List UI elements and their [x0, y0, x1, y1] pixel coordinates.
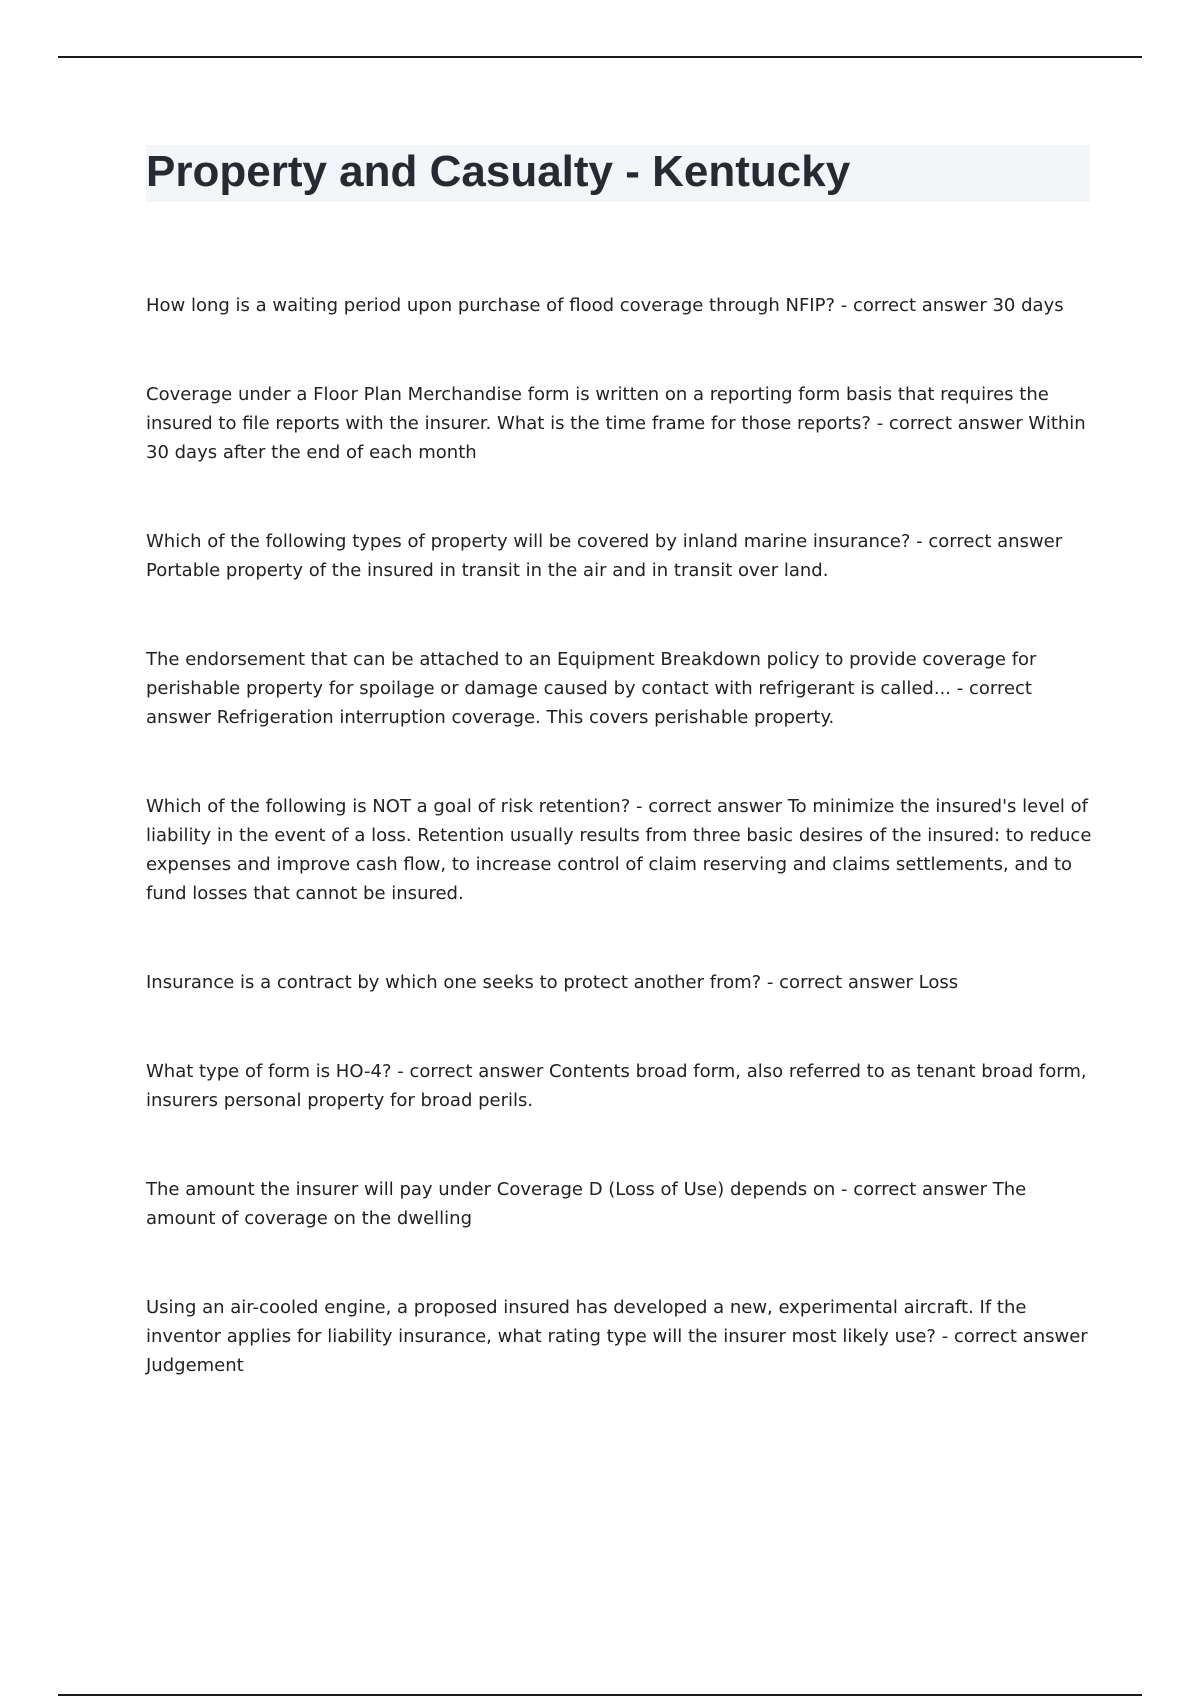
separator: -: [391, 1061, 410, 1082]
answer-text: Judgement: [146, 1355, 244, 1376]
separator: -: [835, 1179, 854, 1200]
question-text: How long is a waiting period upon purchase of flood coverage through NFIP?: [146, 295, 836, 316]
question-text: Insurance is a contract by which one seeks to protect another from?: [146, 972, 762, 993]
answer-text: Portable property of the insured in transit in the air and in transit over land.: [146, 560, 829, 581]
separator: -: [630, 796, 649, 817]
separator: -: [870, 413, 889, 434]
answer-text: To minimize the insured's level of liability in the event of a loss. Retention usually results from three basic desires of the insured: to reduce expenses and improve cash flow, to increase control of claim reserving and claims settlements, and to fund losses that cannot be insured.: [146, 796, 1092, 904]
answer-label: correct answer: [409, 1061, 544, 1082]
question-text: Using an air-cooled engine, a proposed insured has developed a new, experimental aircraft. If the inventor applies for liability insurance, what rating type will the insurer most likely use?: [146, 1297, 1027, 1347]
qa-list: [146, 291, 1096, 1440]
question-text: Coverage under a Floor Plan Merchandise form is written on a reporting form basis that requires the insured to file reports with the insurer. What is the time frame for those reports?: [146, 384, 1049, 434]
question-text: The amount the insurer will pay under Coverage D (Loss of Use) depends on: [146, 1179, 836, 1200]
answer-label: correct answer: [853, 1179, 988, 1200]
qa-item: [146, 792, 1096, 908]
answer-text: Loss: [918, 972, 959, 993]
answer-label: correct answer: [888, 413, 1023, 434]
answer-text: Within 30 days after the end of each month: [146, 413, 1086, 463]
qa-item: [146, 968, 1096, 997]
answer-label: correct answer: [852, 295, 987, 316]
separator: -: [761, 972, 780, 993]
qa-item: [146, 1057, 1096, 1115]
answer-text: 30 days: [992, 295, 1064, 316]
answer-label: correct answer: [779, 972, 913, 993]
top-rule: [58, 56, 1142, 58]
question-text: The endorsement that can be attached to an Equipment Breakdown policy to provide coverage for perishable property for spoilage or damage caused by contact with refrigerant is called...: [146, 649, 1037, 699]
answer-text: Refrigeration interruption coverage. This covers perishable property.: [216, 707, 835, 728]
page-title: Property and Casualty - Kentucky: [146, 147, 851, 196]
answer-label: correct answer: [953, 1326, 1088, 1347]
question-text: Which of the following types of property will be covered by inland marine insurance?: [146, 531, 911, 552]
qa-item: [146, 1175, 1096, 1233]
answer-text: Contents broad form, also referred to as tenant broad form, insurers personal property for broad perils.: [146, 1061, 1087, 1111]
question-text: Which of the following is NOT a goal of risk retention?: [146, 796, 631, 817]
answer-text: The amount of coverage on the dwelling: [146, 1179, 1027, 1229]
answer-label: correct answer: [648, 796, 782, 817]
separator: -: [835, 295, 853, 316]
separator: -: [910, 531, 929, 552]
qa-item: [146, 1293, 1096, 1380]
qa-item: [146, 380, 1096, 467]
qa-item: [146, 291, 1096, 320]
separator: -: [935, 1326, 954, 1347]
qa-item: [146, 645, 1096, 732]
question-text: What type of form is HO-4?: [146, 1061, 392, 1082]
answer-label: correct answer: [928, 531, 1063, 552]
separator: -: [951, 678, 969, 699]
bottom-rule: [58, 1694, 1142, 1696]
qa-item: [146, 527, 1096, 585]
answer-label: correct answer: [146, 678, 1032, 728]
